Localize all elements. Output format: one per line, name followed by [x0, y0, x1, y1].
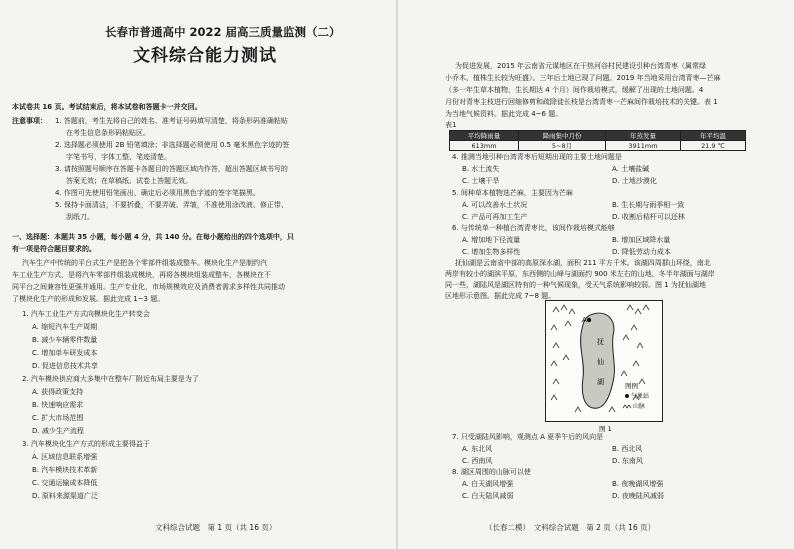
question-stem: 7. 只受湖陆风影响，观测点 A 夏季午后的风向是 — [452, 433, 604, 441]
question-option: A. 可以改善水土状况 — [462, 201, 528, 209]
table-header-cell: 降雨集中月份 — [519, 131, 606, 141]
question-option: A. 白天湖风增强 — [462, 480, 514, 488]
question-option: B. 水土流失 — [462, 165, 500, 173]
question-option: C. 增加生物多样性 — [462, 248, 521, 256]
section-heading: 一、选择题：本题共 35 小题，每小题 4 分，共 140 分。在每小题给出的四个选项中，只 — [12, 233, 294, 241]
climate-table — [449, 130, 746, 151]
passage-line: （多一年生草本植物，生长期达 4 个月）间作栽培模式，缓解了出现的土地问题。4 — [445, 86, 704, 94]
question-option: A. 缩短汽车生产周期 — [32, 323, 98, 331]
question-stem: 4. 推测当地引种台湾青枣后短期出现的主要土地问题是 — [452, 153, 622, 161]
passage-line: 为当地气候资料。据此完成 4~6 题。 — [445, 110, 563, 118]
question-option: B. 汽车模块技术革新 — [32, 466, 98, 474]
attention-line: 3. 请按照题号顺序在答题卡各题目的答题区域内作答，超出答题区域书写的 — [55, 165, 288, 173]
attention-line: 4. 作图可先使用铅笔画出，确定后必须用黑色字迹的签字笔描黑。 — [55, 189, 260, 197]
passage-line: 了模块化生产的形成和发展。据此完成 1~3 题。 — [12, 295, 165, 303]
question-option: A. 区域信息联系增强 — [32, 453, 98, 461]
question-option: D. 减少生产流程 — [32, 427, 84, 435]
table-header-cell: 平均降雨量 — [450, 131, 519, 141]
section-heading: 有一项是符合题目要求的。 — [12, 245, 96, 253]
attention-line: 在考生信息条形码粘贴区。 — [66, 129, 150, 137]
question-option: B. 生长期与雨季相一致 — [612, 201, 685, 209]
attention-label: 注意事项： — [12, 117, 47, 125]
table-header-cell: 年平均温 — [681, 131, 746, 141]
question-stem: 2. 汽车模块供应商大多集中在整车厂附近布局主要是为了 — [22, 375, 199, 383]
question-stem: 1. 汽车工业生产方式向模块化生产转变会 — [22, 310, 150, 318]
question-option: C. 扩大市场范围 — [32, 414, 84, 422]
attention-line: 2. 选择题必须使用 2B 铅笔填涂；非选择题必须使用 0.5 毫米黑色字迹的签 — [55, 141, 290, 149]
question-option: B. 西北风 — [612, 445, 643, 453]
lake-label-2: 仙 — [597, 358, 604, 366]
question-option: A. 东北风 — [462, 445, 493, 453]
page-footer: 文科综合试题 第 1 页（共 16 页） — [155, 523, 277, 532]
right-page — [397, 0, 794, 549]
question-stem: 5. 间种草本植物选芒麻，主要因为芒麻 — [452, 189, 573, 197]
attention-line: 答案无效；在草稿纸、试卷上答题无效。 — [66, 177, 192, 185]
question-option: A. 增加地下径流量 — [462, 236, 521, 244]
question-option: A. 获得政策支持 — [32, 388, 84, 396]
point-label: A — [582, 316, 587, 324]
lake-label-3: 湖 — [597, 378, 604, 386]
question-option: D. 促进信息技术共享 — [32, 362, 98, 370]
question-option: A. 土壤盐碱 — [612, 165, 650, 173]
passage-line: 抚仙湖是云南省中部的高原深水湖，面积 211 平方千米。该湖四周群山环绕，南北 — [455, 259, 711, 267]
question-option: C. 增加单车研发成本 — [32, 349, 98, 357]
table-caption: 表1 — [445, 121, 457, 129]
figure-caption: 图 1 — [599, 425, 612, 432]
lake-terrain-map — [545, 300, 663, 432]
question-option: B. 快速响应需求 — [32, 401, 84, 409]
legend-title: 图例 — [625, 382, 638, 390]
question-stem: 8. 湖区周围的山脉可以使 — [452, 468, 531, 476]
question-option: D. 土地沙漠化 — [612, 177, 657, 185]
page-footer: （长春二模） 文科综合试题 第 2 页（共 16 页） — [485, 523, 656, 532]
question-option: D. 夜晚陆风减弱 — [612, 492, 664, 500]
lake-label-1: 抚 — [597, 338, 604, 346]
passage-line: 小乔木，植株生长较为旺盛）。三年后土地已现了问题。2019 年当地采用台湾青枣—芒麻 — [445, 74, 721, 82]
legend-mountain-label: 山脉 — [633, 403, 646, 410]
passage-line: 月份对青枣主枝进行回缩修剪和疏除徒长枝是台湾青枣一芒麻间作栽培技术的关键。表 1 — [445, 98, 718, 106]
question-stem: 6. 与传统单一种植台湾青枣比，该间作栽培模式能够 — [452, 224, 615, 232]
question-option: D. 东南风 — [612, 457, 643, 465]
question-option: C. 土壤干旱 — [462, 177, 500, 185]
attention-line: 5. 保持卡面清洁，不要折叠，不要弄破、弄皱，不准使用涂改液、修正带、 — [55, 201, 288, 209]
passage-line: 同一些，湖陆风是湖区特有的一种气候现象，受天气系统影响较弱。图 1 为抚仙湖地 — [445, 281, 706, 289]
exam-title: 长春市普通高中 2022 届高三质量监测（二） — [105, 25, 341, 39]
table-cell: 5~8月 — [519, 141, 606, 151]
table-row — [450, 141, 746, 151]
legend-point-icon — [625, 394, 629, 398]
question-option: C. 交通运输成本降低 — [32, 479, 98, 487]
question-stem: 3. 汽车模块化生产方式的形成主要得益于 — [22, 440, 150, 448]
passage-line: 车工业生产方式，是将汽车零部件组装成模块，再将各模块组装成整车，各模块在不 — [12, 271, 271, 279]
exam-subject-title: 文科综合能力测试 — [133, 46, 277, 66]
passage-line: 同平台之间兼容性更强并通用。生产专业化，市场规模效应及消费者需求多样性共同推动 — [12, 283, 285, 291]
question-option: C. 产品可再加工生产 — [462, 213, 528, 221]
attention-line: 字笔书写，字体工整、笔迹清楚。 — [66, 153, 171, 161]
passage-line: 区地形示意图。据此完成 7~8 题。 — [445, 292, 556, 300]
question-option: D. 收割后秸杆可以还林 — [612, 213, 685, 221]
question-option: D. 原料来源渠道广泛 — [32, 492, 98, 500]
table-cell: 21.9 ℃ — [681, 141, 746, 151]
station-point-a — [587, 318, 591, 322]
question-option: B. 减少车辆零件数量 — [32, 336, 98, 344]
passage-line: 为促进发展，2015 年云南省元谋地区在干热河谷村民建设引种台湾青枣（属常绿 — [455, 62, 707, 70]
question-option: D. 降低劳动力成本 — [612, 248, 671, 256]
question-option: C. 白天陆风减弱 — [462, 492, 514, 500]
attention-line: 1. 答题前，考生先将自己的姓名、准考证号码填写清楚，将条形码准确粘贴 — [55, 117, 288, 125]
table-header-cell: 年蒸发量 — [606, 131, 681, 141]
passage-line: 两岸有较小的湖滨平原，东西侧的山峰与湖面约 900 米左右的山地，冬半年湖面与湖岸 — [445, 270, 715, 278]
table-cell: 3911mm — [606, 141, 681, 151]
exam-notice: 本试卷共 16 页。考试结束后，将本试卷和答题卡一并交回。 — [12, 103, 202, 111]
table-cell: 613mm — [450, 141, 519, 151]
passage-line: 汽车生产中传统的平台式生产是把各个零部件组装成整车。模块化生产是制约汽 — [22, 259, 267, 267]
legend-point-label: 气象站 — [631, 393, 650, 400]
attention-line: 刮纸刀。 — [66, 213, 94, 221]
question-option: C. 西南风 — [462, 457, 493, 465]
question-option: B. 夜晚湖风增强 — [612, 480, 664, 488]
table-header-row — [450, 131, 746, 141]
question-option: B. 增加区域降水量 — [612, 236, 671, 244]
